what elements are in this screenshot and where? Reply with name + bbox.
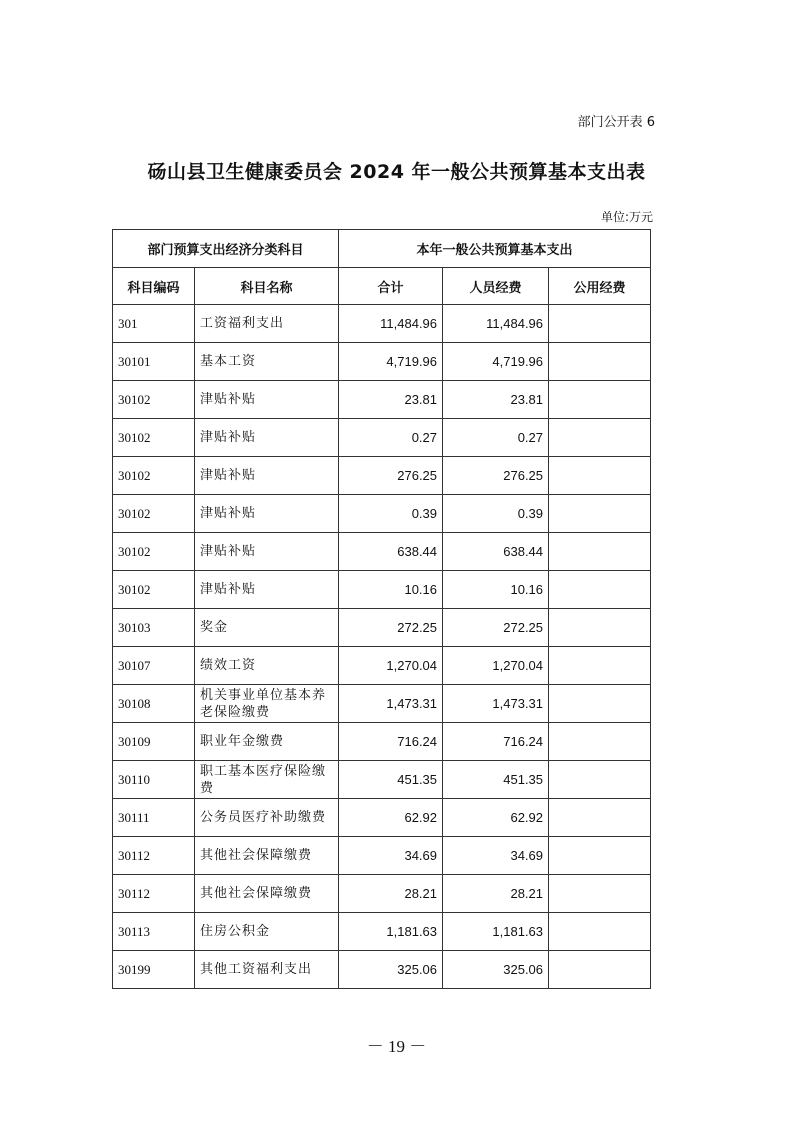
cell-code: 30111: [113, 799, 195, 837]
cell-public: [549, 875, 651, 913]
page-label: 部门公开表 6: [577, 115, 655, 130]
cell-name: 机关事业单位基本养老保险缴费: [195, 685, 339, 723]
cell-personnel: 0.39: [443, 495, 549, 533]
cell-public: [549, 495, 651, 533]
page-number: － 19 －: [366, 1037, 427, 1056]
page-title: 砀山县卫生健康委员会 2024 年一般公共预算基本支出表: [147, 161, 646, 183]
cell-name: 奖金: [195, 609, 339, 647]
cell-code: 30112: [113, 837, 195, 875]
cell-code: 30113: [113, 913, 195, 951]
cell-total: 11,484.96: [339, 305, 443, 343]
cell-name: 津贴补贴: [195, 533, 339, 571]
cell-personnel: 62.92: [443, 799, 549, 837]
table-row: [113, 571, 651, 609]
cell-name: 职业年金缴费: [195, 723, 339, 761]
cell-personnel: 272.25: [443, 609, 549, 647]
cell-personnel: 34.69: [443, 837, 549, 875]
cell-name: 工资福利支出: [195, 305, 339, 343]
cell-name: 津贴补贴: [195, 457, 339, 495]
table-body: [113, 305, 651, 989]
cell-public: [549, 647, 651, 685]
cell-public: [549, 723, 651, 761]
cell-code: 30199: [113, 951, 195, 989]
cell-total: 4,719.96: [339, 343, 443, 381]
table-row: [113, 799, 651, 837]
column-header-public: 公用经费: [549, 268, 651, 305]
cell-name: 住房公积金: [195, 913, 339, 951]
cell-code: 30109: [113, 723, 195, 761]
cell-name: 绩效工资: [195, 647, 339, 685]
table-row: [113, 837, 651, 875]
column-header-name: 科目名称: [195, 268, 339, 305]
cell-personnel: 638.44: [443, 533, 549, 571]
cell-personnel: 325.06: [443, 951, 549, 989]
cell-code: 30103: [113, 609, 195, 647]
cell-code: 30102: [113, 419, 195, 457]
cell-code: 30107: [113, 647, 195, 685]
table-row: [113, 951, 651, 989]
cell-public: [549, 951, 651, 989]
column-header-total: 合计: [339, 268, 443, 305]
table-row: [113, 457, 651, 495]
cell-name: 其他工资福利支出: [195, 951, 339, 989]
cell-personnel: 10.16: [443, 571, 549, 609]
group-header-classification: 部门预算支出经济分类科目: [113, 230, 339, 268]
cell-code: 30112: [113, 875, 195, 913]
cell-personnel: 716.24: [443, 723, 549, 761]
cell-public: [549, 761, 651, 799]
cell-personnel: 23.81: [443, 381, 549, 419]
cell-personnel: 276.25: [443, 457, 549, 495]
cell-code: 30102: [113, 571, 195, 609]
cell-total: 276.25: [339, 457, 443, 495]
budget-table: [112, 229, 651, 989]
cell-name: 津贴补贴: [195, 381, 339, 419]
cell-public: [549, 343, 651, 381]
cell-total: 62.92: [339, 799, 443, 837]
table-row: [113, 609, 651, 647]
cell-public: [549, 799, 651, 837]
table-row: [113, 381, 651, 419]
cell-total: 451.35: [339, 761, 443, 799]
cell-personnel: 0.27: [443, 419, 549, 457]
cell-total: 716.24: [339, 723, 443, 761]
cell-personnel: 451.35: [443, 761, 549, 799]
cell-name: 职工基本医疗保险缴费: [195, 761, 339, 799]
table-row: [113, 495, 651, 533]
cell-name: 津贴补贴: [195, 571, 339, 609]
cell-personnel: 1,181.63: [443, 913, 549, 951]
cell-public: [549, 837, 651, 875]
cell-public: [549, 913, 651, 951]
table-row: [113, 875, 651, 913]
cell-total: 272.25: [339, 609, 443, 647]
cell-code: 30102: [113, 457, 195, 495]
cell-total: 325.06: [339, 951, 443, 989]
table-row: [113, 723, 651, 761]
table-row: [113, 913, 651, 951]
cell-total: 1,181.63: [339, 913, 443, 951]
cell-public: [549, 571, 651, 609]
column-header-personnel: 人员经费: [443, 268, 549, 305]
cell-personnel: 1,473.31: [443, 685, 549, 723]
table-row: [113, 761, 651, 799]
cell-total: 1,473.31: [339, 685, 443, 723]
cell-name: 津贴补贴: [195, 495, 339, 533]
cell-total: 28.21: [339, 875, 443, 913]
cell-code: 30102: [113, 495, 195, 533]
cell-personnel: 4,719.96: [443, 343, 549, 381]
cell-code: 30102: [113, 381, 195, 419]
cell-personnel: 28.21: [443, 875, 549, 913]
cell-code: 301: [113, 305, 195, 343]
cell-total: 0.27: [339, 419, 443, 457]
cell-code: 30102: [113, 533, 195, 571]
cell-name: 津贴补贴: [195, 419, 339, 457]
group-header-expenditure: 本年一般公共预算基本支出: [339, 230, 651, 268]
cell-public: [549, 381, 651, 419]
cell-total: 34.69: [339, 837, 443, 875]
cell-code: 30101: [113, 343, 195, 381]
table-row: [113, 533, 651, 571]
cell-name: 公务员医疗补助缴费: [195, 799, 339, 837]
unit-label: 单位:万元: [600, 210, 653, 224]
cell-name: 其他社会保障缴费: [195, 875, 339, 913]
cell-public: [549, 305, 651, 343]
table-row: [113, 685, 651, 723]
cell-total: 0.39: [339, 495, 443, 533]
table-row: [113, 647, 651, 685]
cell-personnel: 11,484.96: [443, 305, 549, 343]
cell-total: 638.44: [339, 533, 443, 571]
cell-total: 1,270.04: [339, 647, 443, 685]
cell-code: 30108: [113, 685, 195, 723]
cell-total: 10.16: [339, 571, 443, 609]
cell-code: 30110: [113, 761, 195, 799]
cell-name: 其他社会保障缴费: [195, 837, 339, 875]
table-row: [113, 305, 651, 343]
cell-public: [549, 609, 651, 647]
cell-name: 基本工资: [195, 343, 339, 381]
cell-total: 23.81: [339, 381, 443, 419]
table-row: [113, 343, 651, 381]
table-row: [113, 419, 651, 457]
cell-public: [549, 533, 651, 571]
cell-personnel: 1,270.04: [443, 647, 549, 685]
cell-public: [549, 457, 651, 495]
cell-public: [549, 685, 651, 723]
column-header-code: 科目编码: [113, 268, 195, 305]
cell-public: [549, 419, 651, 457]
